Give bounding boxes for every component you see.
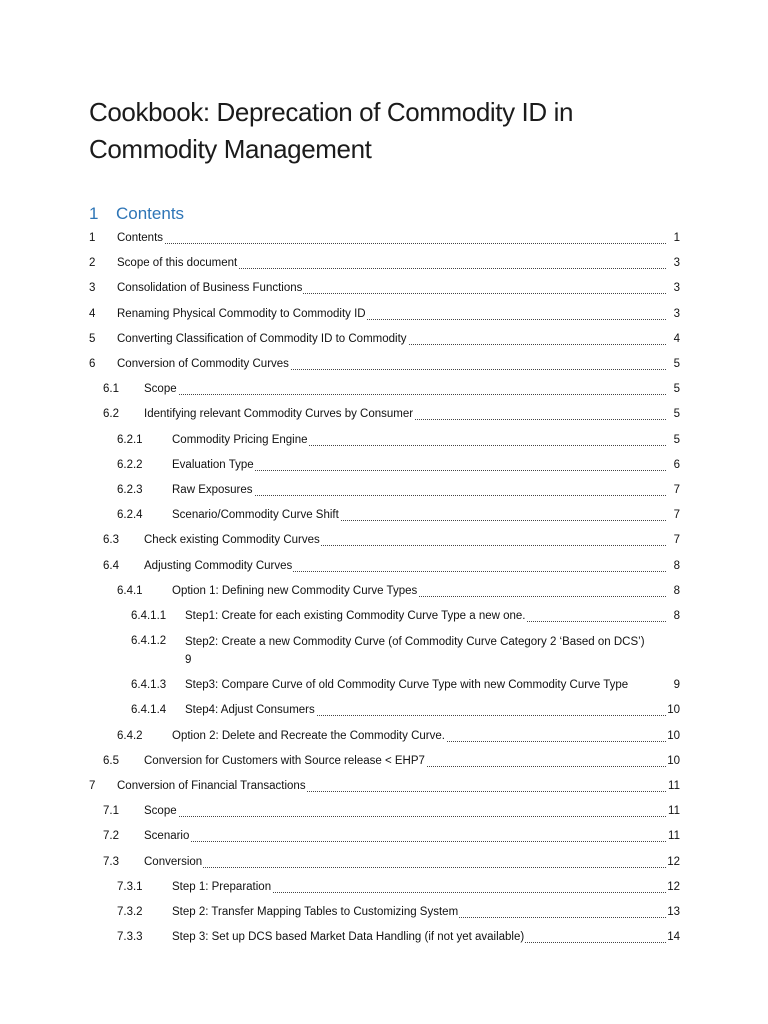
toc-entry-title: Step1: Create for each existing Commodity Curve Type a new one. — [185, 610, 526, 622]
toc-entry-number: 7.1 — [103, 805, 119, 818]
toc-entry-title: Scenario — [144, 830, 190, 843]
toc-entry-number: 6.4.1.4 — [131, 704, 167, 717]
toc-entry-number: 6.4.2 — [117, 729, 143, 742]
toc-entry-title: Evaluation Type — [172, 458, 254, 471]
toc-entry[interactable] — [0, 879, 680, 895]
toc-entry-page: 8 — [666, 608, 680, 624]
toc-entry-title: Check existing Commodity Curves — [144, 534, 320, 547]
toc-entry-page: 5 — [666, 432, 680, 448]
toc-entry-title: Step2: Create a new Commodity Curve (of Commodity Curve Category 2 ‘Based on DCS’) — [185, 633, 666, 652]
toc-entry-number: 6.3 — [103, 534, 119, 547]
toc-entry-title: Conversion — [144, 855, 203, 868]
toc-entry[interactable] — [0, 803, 680, 819]
toc-entry[interactable] — [0, 778, 680, 794]
toc-entry-title: Option 2: Delete and Recreate the Commodity Curve. — [172, 729, 445, 742]
toc-entry-number: 7.3 — [103, 855, 119, 868]
toc-entry-title: Adjusting Commodity Curves — [144, 559, 293, 572]
toc-entry-number: 4 — [89, 307, 96, 320]
toc-entry-page: 1 — [666, 230, 680, 246]
toc-entry-number: 7 — [89, 780, 96, 792]
toc-entry-title: Scenario/Commodity Curve Shift — [172, 509, 339, 522]
toc-entry[interactable] — [0, 608, 680, 624]
toc-entry-title: Contents — [117, 232, 164, 244]
toc-entry-page: 9 — [185, 654, 192, 667]
toc-entry-title: Conversion for Customers with Source release < EHP7 — [144, 754, 425, 767]
toc-entry-number: 2 — [89, 257, 96, 270]
toc-entry-number: 6.4 — [103, 559, 119, 572]
toc-entry-title: Step 1: Preparation — [172, 880, 272, 893]
toc-entry-page: 3 — [666, 255, 680, 271]
toc-dot-leader — [144, 814, 666, 817]
toc-entry-page: 3 — [666, 306, 680, 322]
toc-entry-page: 7 — [666, 507, 680, 523]
document-title-line2: Commodity Management — [89, 134, 372, 164]
toc-entry[interactable] — [0, 633, 680, 669]
toc-entry-title: Converting Classification of Commodity ID to Commodity — [117, 332, 407, 345]
toc-entry-page: 11 — [666, 803, 680, 819]
toc-entry-number: 6.4.1.1 — [131, 610, 167, 622]
toc-entry-page: 4 — [666, 331, 680, 347]
toc-entry[interactable] — [0, 558, 680, 574]
toc-entry-title: Consolidation of Business Functions — [117, 282, 303, 295]
toc-entry-page: 11 — [666, 778, 680, 794]
toc-entry-page: 7 — [666, 482, 680, 498]
toc-entry[interactable] — [0, 904, 680, 920]
toc-entry-number: 6.2.4 — [117, 509, 143, 522]
toc-entry-title: Renaming Physical Commodity to Commodity ID — [117, 307, 366, 320]
toc-dot-leader — [144, 865, 666, 868]
toc-dot-leader — [144, 392, 666, 395]
toc-entry-page: 6 — [666, 457, 680, 473]
toc-entry-page: 12 — [667, 880, 680, 893]
toc-entry-page: 5 — [666, 381, 680, 397]
toc-entry[interactable] — [0, 230, 680, 246]
toc-entry-title: Step 3: Set up DCS based Market Data Handling (if not yet available) — [172, 931, 525, 944]
toc-entry[interactable] — [0, 702, 680, 718]
toc-entry[interactable] — [0, 381, 680, 397]
toc-entry-number: 6.4.1 — [117, 584, 143, 597]
toc-dot-leader — [117, 241, 666, 244]
toc-entry-title: Step3: Compare Curve of old Commodity Curve Type with new Commodity Curve Type — [185, 679, 629, 692]
toc-entry-number: 7.3.3 — [117, 931, 143, 944]
toc-entry-number: 1 — [89, 232, 96, 244]
toc-entry-page: 10 — [667, 754, 680, 767]
toc-entry-page: 13 — [667, 906, 680, 918]
toc-entry[interactable] — [0, 406, 680, 422]
toc-entry-page: 8 — [666, 558, 680, 574]
toc-entry[interactable] — [0, 280, 680, 296]
toc-entry-number: 6.4.1.3 — [131, 679, 167, 692]
toc-entry[interactable] — [0, 929, 680, 945]
toc-entry-number: 6.2.3 — [117, 484, 143, 496]
toc-entry-page: 3 — [666, 280, 680, 296]
toc-entry[interactable] — [0, 306, 680, 322]
toc-entry-title: Scope — [144, 383, 177, 396]
toc-entry[interactable] — [0, 728, 680, 744]
toc-entry[interactable] — [0, 507, 680, 523]
contents-heading-title: Contents — [116, 204, 185, 223]
toc-entry-title: Scope of this document — [117, 257, 238, 270]
document-title-line1: Cookbook: Deprecation of Commodity ID in — [89, 97, 574, 127]
toc-entry[interactable] — [0, 583, 680, 599]
toc-entry[interactable] — [0, 482, 680, 498]
contents-heading-number: 1 — [89, 204, 99, 223]
toc-entry[interactable] — [0, 356, 680, 372]
toc-entry-title: Conversion of Commodity Curves — [117, 358, 289, 370]
toc-entry[interactable] — [0, 532, 680, 548]
toc-entry-number: 6.2.1 — [117, 433, 143, 446]
toc-entry-page: 5 — [666, 406, 680, 422]
toc-entry-title: Conversion of Financial Transactions — [117, 780, 306, 792]
toc-entry-page: 8 — [666, 583, 680, 599]
toc-entry-number: 7.3.2 — [117, 906, 143, 918]
toc-entry-number: 6.1 — [103, 383, 119, 396]
toc-entry-number: 6.5 — [103, 754, 119, 767]
toc-entry-title: Step 2: Transfer Mapping Tables to Customizing System — [172, 906, 459, 918]
toc-entry-number: 6 — [89, 358, 96, 370]
toc-entry[interactable] — [0, 255, 680, 271]
toc-entry-page: 10 — [667, 704, 680, 717]
toc-entry-page: 14 — [667, 931, 680, 944]
toc-entry-page: 10 — [667, 729, 680, 742]
toc-entry-page: 11 — [666, 828, 680, 844]
toc-entry-title: Raw Exposures — [172, 484, 253, 496]
toc-entry-title: Step4: Adjust Consumers — [185, 704, 315, 717]
toc-entry-number: 6.2 — [103, 408, 119, 421]
toc-entry-page: 7 — [666, 532, 680, 548]
toc-entry-number: 7.2 — [103, 830, 119, 843]
toc-entry[interactable] — [0, 432, 680, 448]
toc-entry[interactable] — [0, 677, 680, 693]
toc-entry-number: 5 — [89, 332, 96, 345]
toc-entry-number: 3 — [89, 282, 96, 295]
toc-entry-title: Scope — [144, 805, 177, 818]
toc-entry-number: 7.3.1 — [117, 880, 143, 893]
toc-entry-number: 6.2.2 — [117, 458, 143, 471]
toc-entry[interactable] — [0, 854, 680, 870]
toc-entry[interactable] — [0, 753, 680, 769]
toc-entry-page: 9 — [666, 677, 680, 693]
toc-entry-page: 12 — [667, 855, 680, 868]
toc-entry-page: 5 — [666, 356, 680, 372]
toc-dot-leader — [144, 839, 666, 842]
toc-entry[interactable] — [0, 457, 680, 473]
toc-entry-title: Identifying relevant Commodity Curves by Consumer — [144, 408, 414, 421]
toc-entry-title: Commodity Pricing Engine — [172, 433, 308, 446]
toc-entry-title: Option 1: Defining new Commodity Curve Types — [172, 584, 418, 597]
toc-entry[interactable] — [0, 331, 680, 347]
toc-entry[interactable] — [0, 828, 680, 844]
toc-entry-number: 6.4.1.2 — [131, 635, 167, 648]
